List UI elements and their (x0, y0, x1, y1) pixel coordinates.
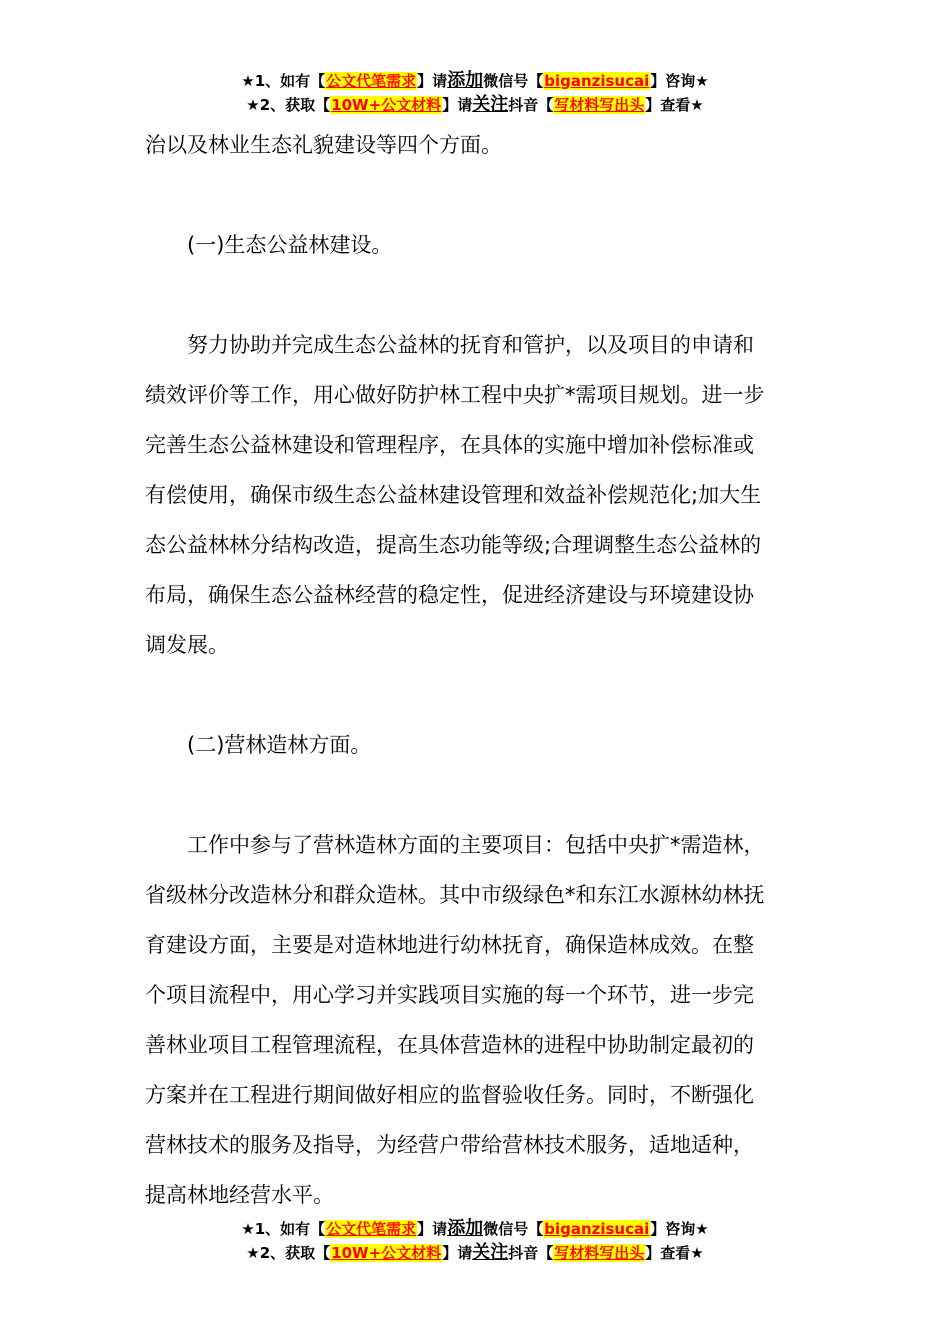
paragraph-afforestation (145, 820, 810, 1220)
highlight-service: 公文代笔需求 (326, 72, 417, 90)
banner-line-1 (0, 1217, 950, 1241)
banner-text: 】咨询★ (650, 72, 709, 90)
banner-text: 】请 (442, 1244, 473, 1262)
emphasis-follow: 关注 (472, 1242, 509, 1263)
top-banner (0, 69, 950, 117)
wechat-id[interactable]: biganzisucai (544, 1220, 650, 1238)
section-heading-1: (一)生态公益林建设。 (187, 233, 393, 257)
douyin-account[interactable]: 写材料写出头 (554, 1244, 645, 1262)
text-line: 育建设方面，主要是对造林地进行幼林抚育，确保造林成效。在整 (145, 933, 754, 957)
banner-text: ★1、如有【 (241, 1220, 326, 1238)
banner-text: 】请 (417, 1220, 448, 1238)
banner-text: ★2、获取【 (246, 96, 331, 114)
text-line: 完善生态公益林建设和管理程序，在具体的实施中增加补偿标准或 (145, 433, 754, 457)
emphasis-add: 添加 (447, 1218, 484, 1239)
paragraph-continuation: 治以及林业生态礼貌建设等四个方面。 (145, 133, 502, 157)
text-line: 绩效评价等工作，用心做好防护林工程中央扩*需项目规划。进一步 (145, 383, 765, 407)
banner-text: 】请 (442, 96, 473, 114)
paragraph-ecological-forest (145, 320, 810, 670)
text-line: 善林业项目工程管理流程，在具体营造林的进程中协助制定最初的 (145, 1033, 754, 1057)
banner-text: 微信号【 (483, 72, 544, 90)
text-line: 有偿使用，确保市级生态公益林建设管理和效益补偿规范化;加大生 (145, 483, 762, 507)
banner-text: ★1、如有【 (241, 72, 326, 90)
section-heading-2: (二)营林造林方面。 (187, 733, 372, 757)
banner-line-2 (0, 93, 950, 117)
text-line: 方案并在工程进行期间做好相应的监督验收任务。同时，不断强化 (145, 1083, 754, 1107)
text-line: 个项目流程中，用心学习并实践项目实施的每一个环节，进一步完 (145, 983, 754, 1007)
text-line: 提高林地经营水平。 (145, 1183, 334, 1207)
banner-line-2 (0, 1241, 950, 1265)
emphasis-add: 添加 (447, 70, 484, 91)
banner-text: 抖音【 (508, 96, 554, 114)
banner-text: 微信号【 (483, 1220, 544, 1238)
emphasis-follow: 关注 (472, 94, 509, 115)
banner-text: 】查看★ (645, 1244, 704, 1262)
text-line: 态公益林林分结构改造，提高生态功能等级;合理调整生态公益林的 (145, 533, 762, 557)
douyin-account[interactable]: 写材料写出头 (554, 96, 645, 114)
banner-text: 】请 (417, 72, 448, 90)
banner-text: 抖音【 (508, 1244, 554, 1262)
banner-text: 】咨询★ (650, 1220, 709, 1238)
banner-text: 】查看★ (645, 96, 704, 114)
text-line: 努力协助并完成生态公益林的抚育和管护，以及项目的申请和 (187, 333, 754, 357)
wechat-id[interactable]: biganzisucai (544, 72, 650, 90)
bottom-banner (0, 1217, 950, 1265)
text-line: 调发展。 (145, 633, 229, 657)
highlight-materials: 10W+公文材料 (331, 1244, 442, 1262)
highlight-service: 公文代笔需求 (326, 1220, 417, 1238)
text-line: 布局，确保生态公益林经营的稳定性，促进经济建设与环境建设协 (145, 583, 754, 607)
text-line: 省级林分改造林分和群众造林。其中市级绿色*和东江水源林幼林抚 (145, 883, 765, 907)
banner-text: ★2、获取【 (246, 1244, 331, 1262)
text-line: 工作中参与了营林造林方面的主要项目：包括中央扩*需造林， (187, 833, 765, 857)
banner-line-1 (0, 69, 950, 93)
text-line: 营林技术的服务及指导，为经营户带给营林技术服务，适地适种， (145, 1133, 754, 1157)
highlight-materials: 10W+公文材料 (331, 96, 442, 114)
document-body (145, 120, 810, 1220)
